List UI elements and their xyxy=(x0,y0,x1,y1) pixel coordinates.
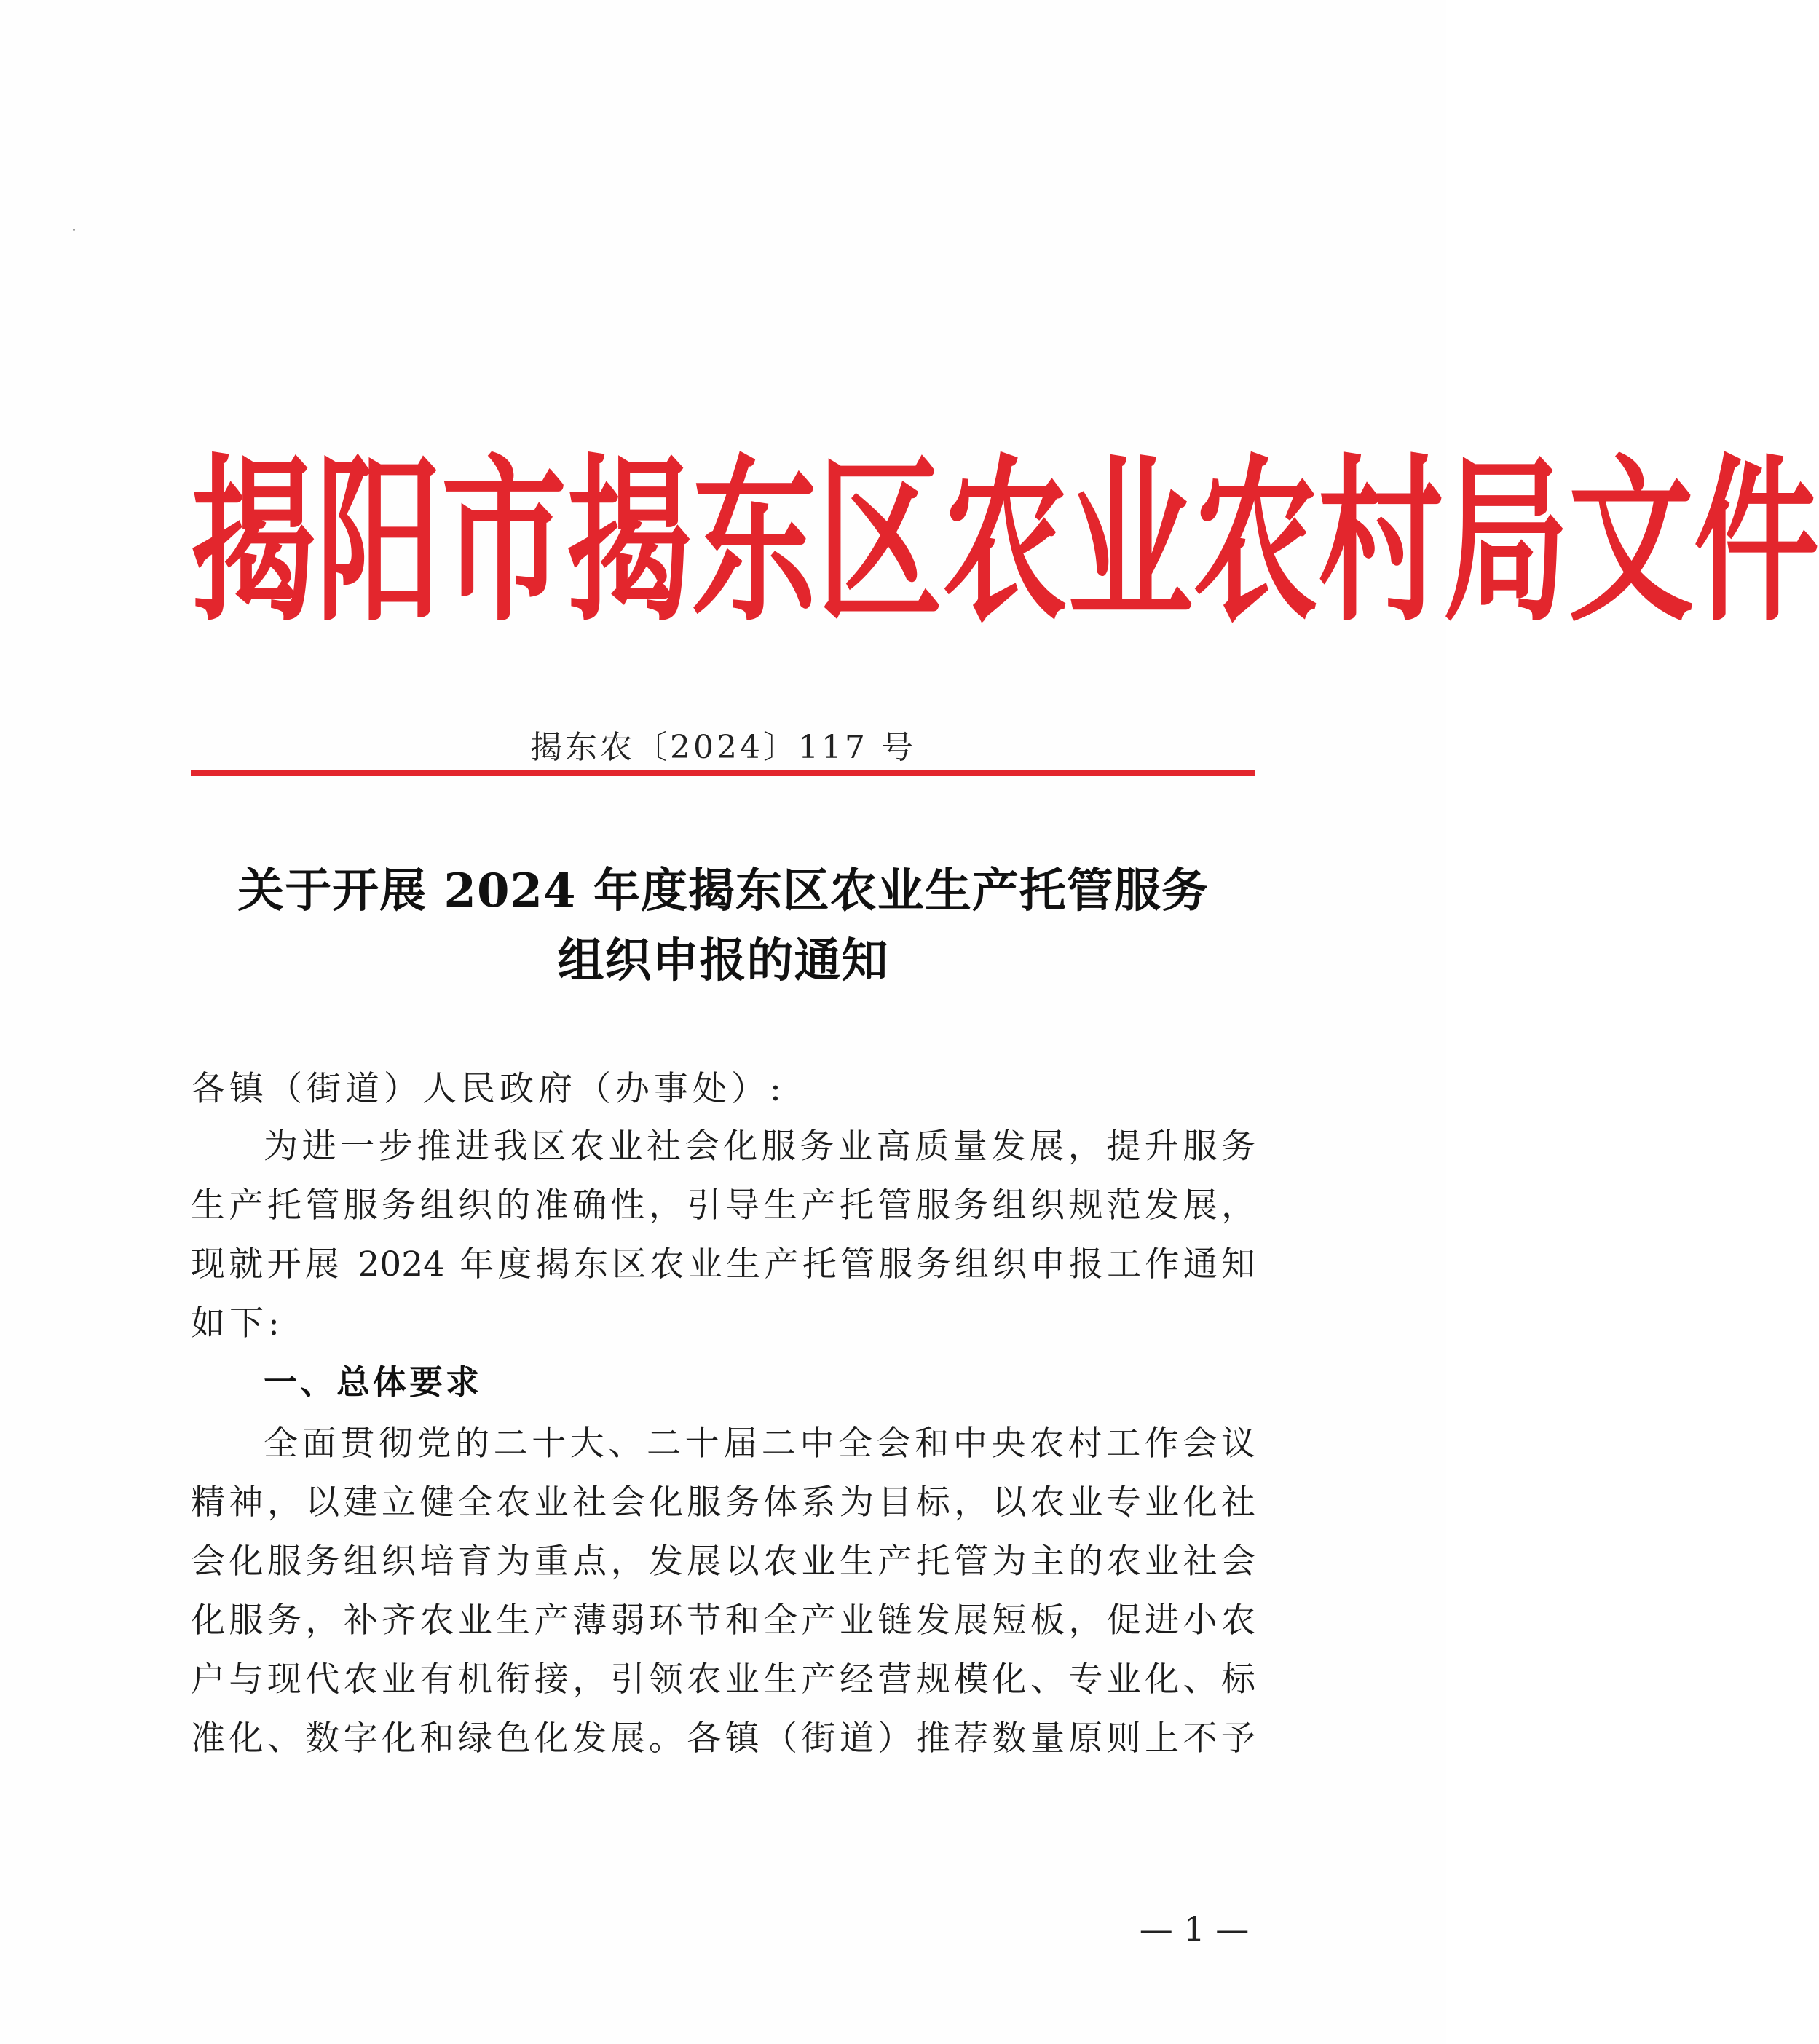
masthead-character: 区 xyxy=(817,438,942,646)
intro-paragraph-line: 如下: xyxy=(191,1303,284,1343)
section1-paragraph-line: 全面贯彻党的二十大、二十届二中全会和中央农村工作会议 xyxy=(264,1424,1255,1464)
masthead-character: 农 xyxy=(1193,438,1318,646)
addressee: 各镇（街道）人民政府（办事处）: xyxy=(191,1069,786,1109)
masthead-character: 市 xyxy=(441,438,567,646)
masthead-character: 揭 xyxy=(191,438,316,646)
section1-paragraph-line: 会化服务组织培育为重点，发展以农业生产托管为主的农业社会 xyxy=(191,1542,1255,1582)
masthead-character: 揭 xyxy=(567,438,692,646)
scan-speck xyxy=(73,229,75,231)
notice-title-line-1: 关于开展 2024 年度揭东区农业生产托管服务 xyxy=(237,864,1209,918)
section-heading: 一、总体要求 xyxy=(264,1362,482,1402)
section1-paragraph-line: 精神，以建立健全农业社会化服务体系为目标，以农业专业化社 xyxy=(191,1483,1255,1523)
section1-paragraph-line: 户与现代农业有机衔接，引领农业生产经营规模化、专业化、标 xyxy=(191,1660,1255,1700)
masthead-character: 东 xyxy=(692,438,817,646)
page-number: — 1 — xyxy=(1139,1909,1250,1949)
red-divider-rule xyxy=(191,770,1255,776)
section1-paragraph-line: 化服务，补齐农业生产薄弱环节和全产业链发展短板，促进小农 xyxy=(191,1601,1255,1641)
masthead-title xyxy=(191,438,1819,646)
masthead-character: 村 xyxy=(1318,438,1443,646)
masthead-character: 阳 xyxy=(316,438,441,646)
notice-title-line-2: 组织申报的通知 xyxy=(557,934,889,988)
masthead-character: 农 xyxy=(942,438,1068,646)
intro-paragraph-line: 生产托管服务组织的准确性，引导生产托管服务组织规范发展， xyxy=(191,1185,1255,1226)
section1-paragraph-line: 准化、数字化和绿色化发展。各镇（街道）推荐数量原则上不予 xyxy=(191,1719,1255,1759)
intro-paragraph-line: 为进一步推进我区农业社会化服务业高质量发展，提升服务 xyxy=(264,1126,1255,1167)
masthead-character: 业 xyxy=(1068,438,1193,646)
intro-paragraph-line: 现就开展 2024 年度揭东区农业生产托管服务组织申报工作通知 xyxy=(191,1244,1255,1285)
document-number: 揭东农〔2024〕117 号 xyxy=(530,729,916,766)
masthead-character: 文 xyxy=(1569,438,1694,646)
masthead-character: 局 xyxy=(1443,438,1569,646)
masthead-character: 件 xyxy=(1694,438,1819,646)
